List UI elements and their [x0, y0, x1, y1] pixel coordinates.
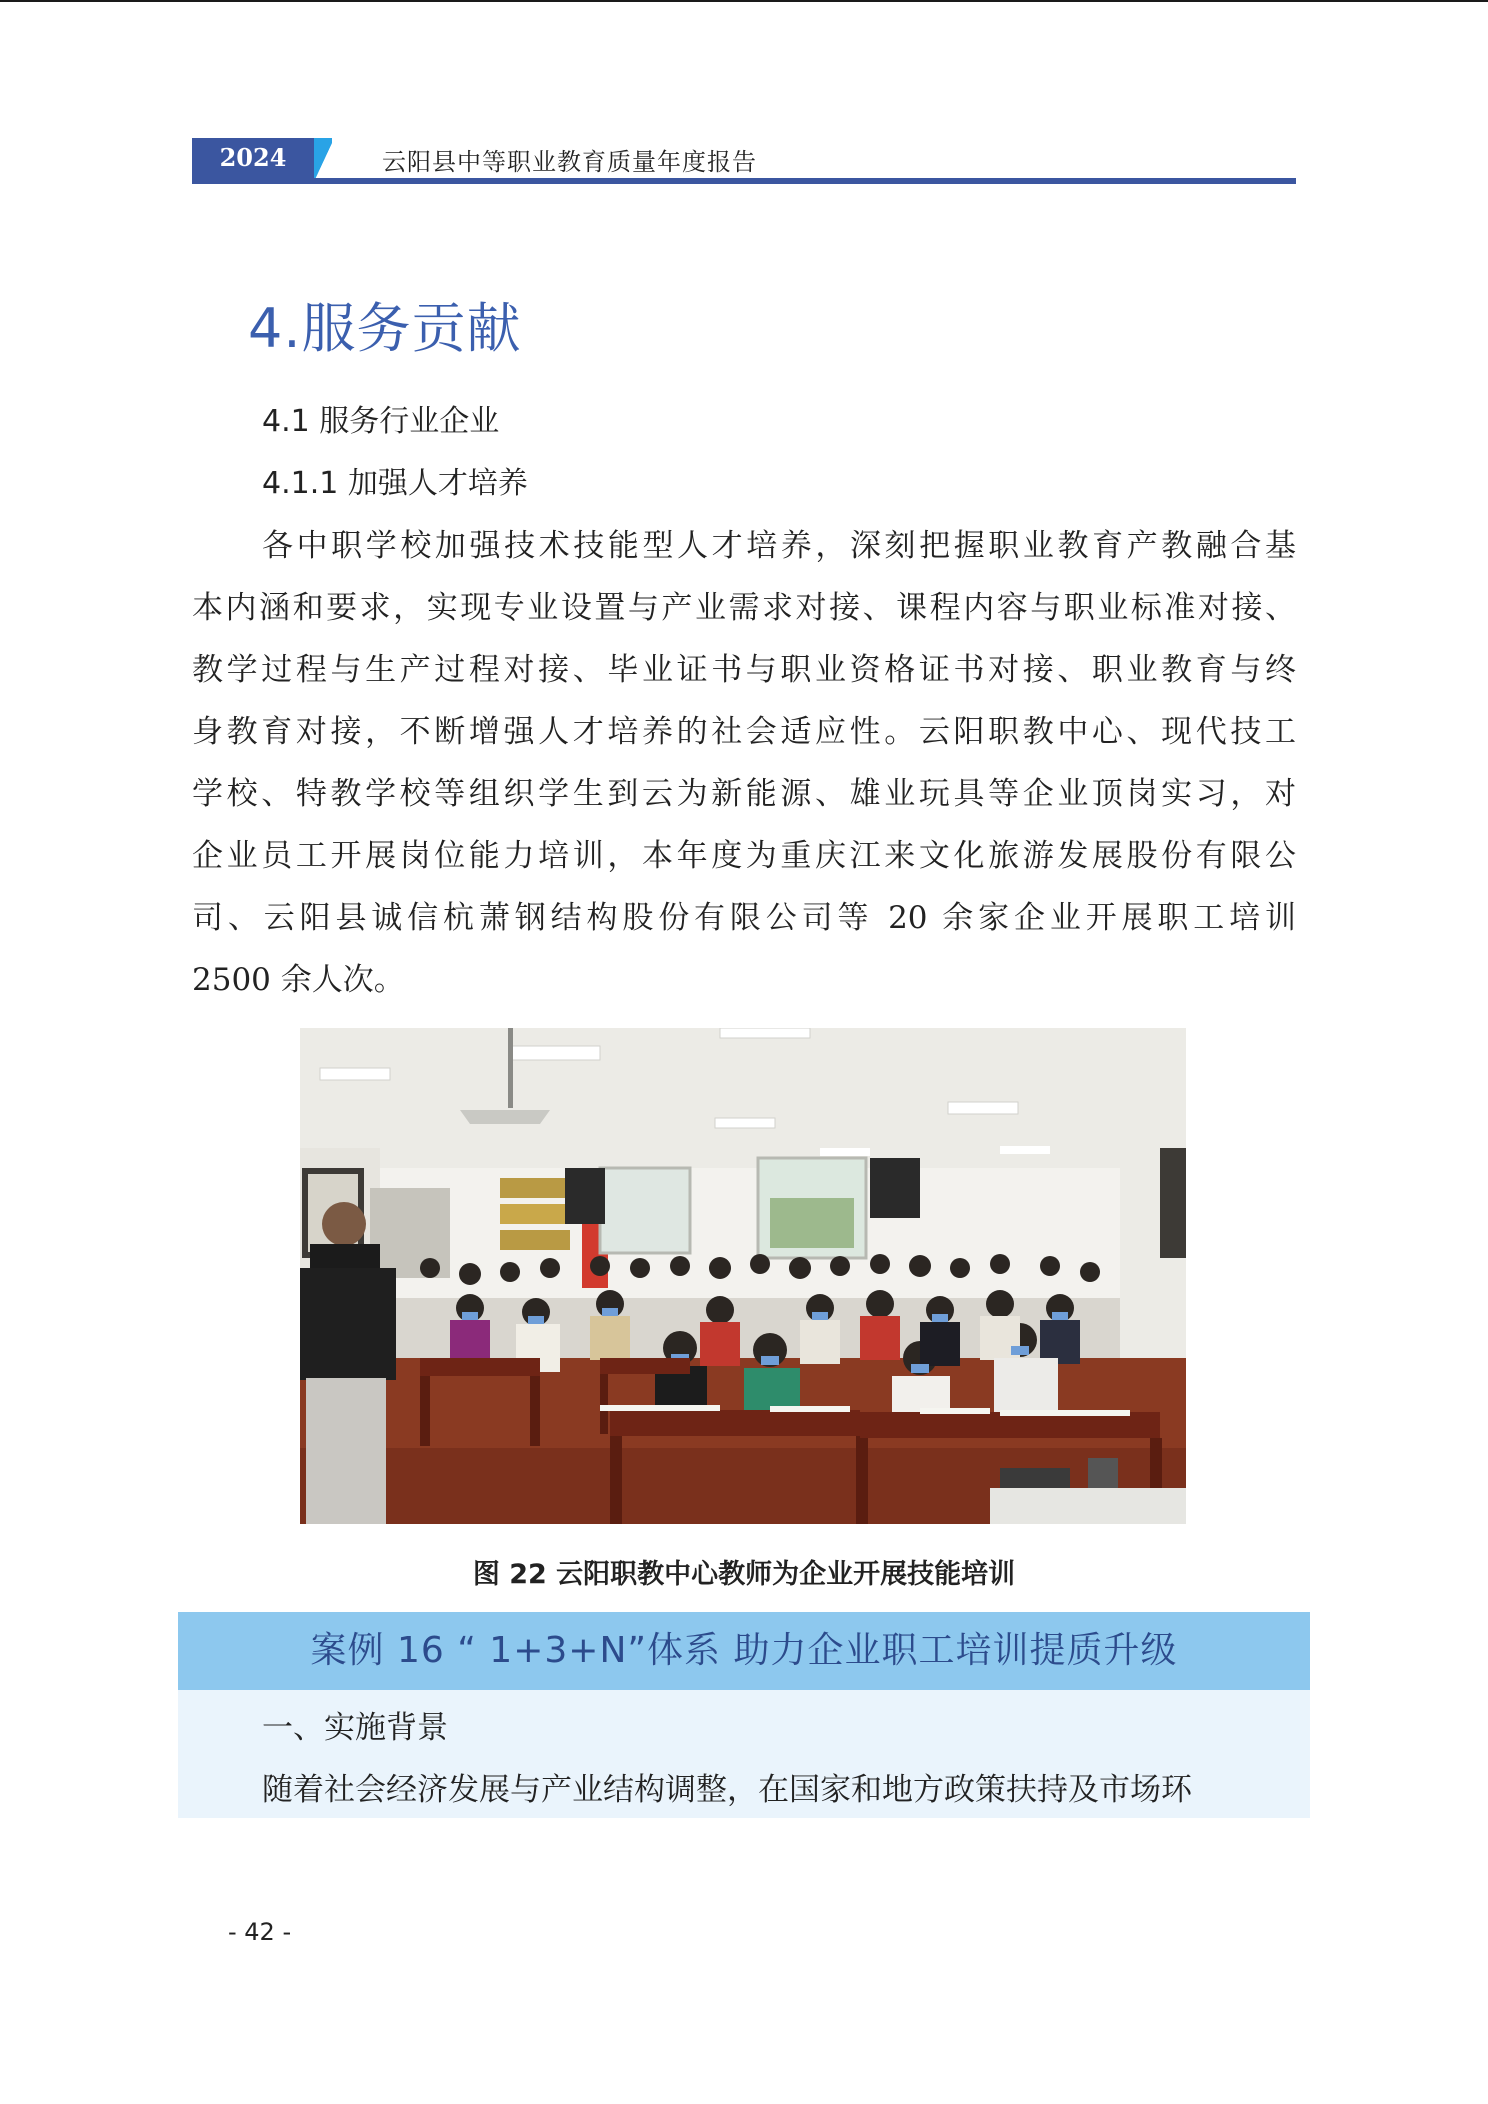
page-header	[192, 136, 1296, 184]
subsection-heading: 4.1 服务行业企业	[262, 404, 500, 439]
paragraph-line: 2500 余人次。	[192, 962, 405, 998]
training-classroom-photo	[300, 1028, 1186, 1524]
case-study-box	[178, 1612, 1310, 1818]
paragraph-line: 学校、特教学校等组织学生到云为新能源、雄业玩具等企业顶岗实习，对	[192, 776, 1296, 812]
case-study-text: 随着社会经济发展与产业结构调整，在国家和地方政策扶持及市场环	[262, 1772, 1192, 1808]
header-rule	[192, 178, 1296, 184]
header-accent-slant	[314, 138, 332, 178]
body-paragraph	[192, 515, 1296, 1011]
section-title: 4.服务贡献	[248, 297, 522, 360]
header-report-title: 云阳县中等职业教育质量年度报告	[382, 148, 757, 176]
case-study-heading: 一、实施背景	[262, 1710, 448, 1746]
page-number: - 42 -	[228, 1918, 292, 1946]
header-year-tab: 2024	[192, 138, 314, 178]
figure-caption: 图 22 云阳职教中心教师为企业开展技能培训	[472, 1559, 1016, 1590]
paragraph-line: 身教育对接，不断增强人才培养的社会适应性。云阳职教中心、现代技工	[192, 714, 1296, 750]
case-study-title: 案例 16 “ 1+3+N”体系 助力企业职工培训提质升级	[178, 1612, 1310, 1690]
subsubsection-heading: 4.1.1 加强人才培养	[262, 466, 528, 501]
paragraph-line: 司、云阳县诚信杭萧钢结构股份有限公司等 20 余家企业开展职工培训	[192, 900, 1296, 936]
paragraph-line: 教学过程与生产过程对接、毕业证书与职业资格证书对接、职业教育与终	[192, 652, 1296, 688]
top-border-line	[0, 0, 1488, 2]
paragraph-line: 企业员工开展岗位能力培训，本年度为重庆江来文化旅游发展股份有限公	[192, 838, 1296, 874]
paragraph-line: 本内涵和要求，实现专业设置与产业需求对接、课程内容与职业标准对接、	[192, 590, 1296, 626]
paragraph-line: 各中职学校加强技术技能型人才培养，深刻把握职业教育产教融合基	[262, 528, 1296, 564]
